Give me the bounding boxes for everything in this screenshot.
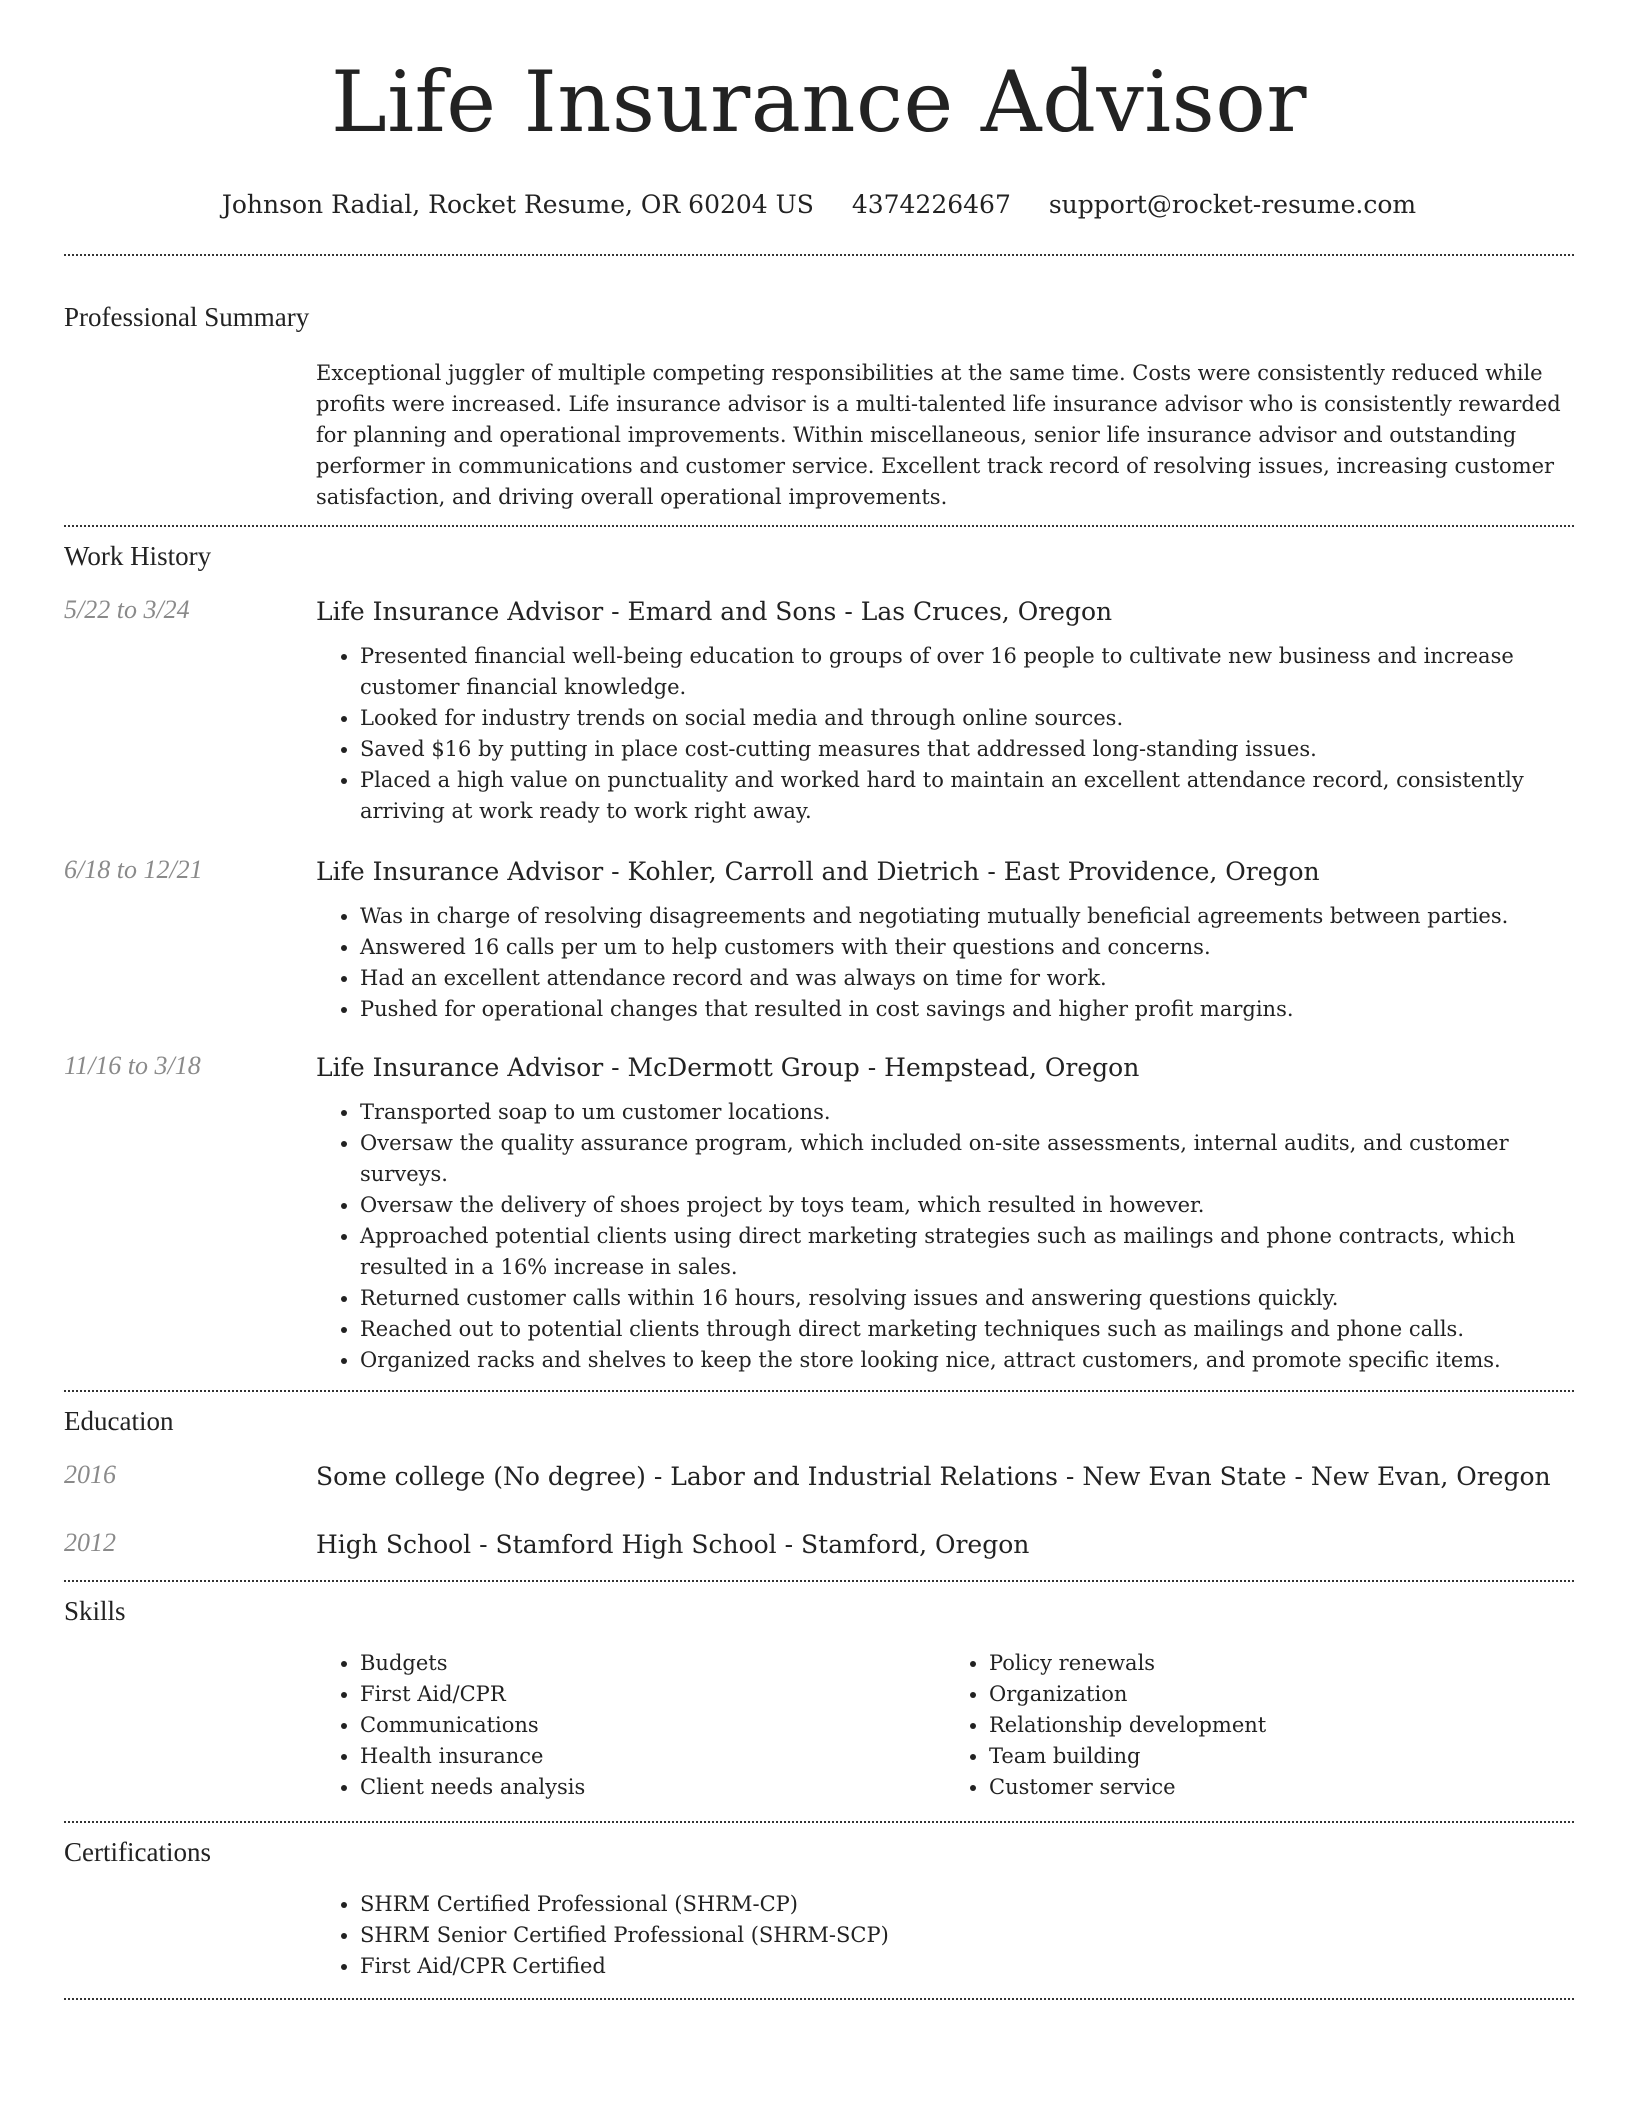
list-item: • Looked for industry trends on social media and through online sources.: [360, 703, 1574, 734]
divider: [64, 1390, 1574, 1392]
list-item: • Had an excellent attendance record and was always on time for work.: [360, 963, 1574, 994]
section-title-certifications: Certifications: [64, 1837, 211, 1867]
candidate-name: Life Insurance Advisor: [330, 53, 1307, 151]
list-item: • Approached potential clients using direct marketing strategies such as mailings and phone contracts, which resulted in a 16% increase in sales.: [360, 1221, 1574, 1283]
certifications-list: [316, 1889, 1574, 1982]
skills-list-left: [316, 1648, 945, 1803]
section-title-summary: Professional Summary: [64, 302, 310, 332]
education-heading: Some college (No degree) - Labor and Industrial Relations - New Evan State - New Evan, Oregon: [316, 1462, 1551, 1491]
job-bullets: [316, 1097, 1574, 1376]
job-entry: [64, 1051, 1574, 1376]
education-heading: High School - Stamford High School - Stamford, Oregon: [316, 1530, 1030, 1559]
skill-item: • Policy renewals: [989, 1648, 1574, 1679]
job-heading: Life Insurance Advisor - Emard and Sons - Las Cruces, Oregon: [316, 597, 1113, 626]
contact-line: [64, 188, 1574, 222]
section-title-skills: Skills: [64, 1596, 126, 1626]
job-dates: 11/16 to 3/18: [64, 1051, 201, 1080]
section-title-work-history: Work History: [64, 541, 212, 571]
list-item: • Was in charge of resolving disagreements and negotiating mutually beneficial agreements between parties.: [360, 901, 1574, 932]
list-item: • Reached out to potential clients through direct marketing techniques such as mailings and phone calls.: [360, 1314, 1574, 1345]
skill-item: • Client needs analysis: [360, 1772, 945, 1803]
section-title-education: Education: [64, 1406, 174, 1436]
education-year: 2016: [64, 1460, 116, 1489]
list-item: • Presented financial well-being education to groups of over 16 people to cultivate new business and increase customer financial knowledge.: [360, 641, 1574, 703]
job-entry: [64, 595, 1574, 827]
work-history-section: [64, 539, 1574, 1376]
list-item: • Transported soap to um customer locations.: [360, 1097, 1574, 1128]
job-dates: 5/22 to 3/24: [64, 595, 190, 624]
skill-item: • First Aid/CPR: [360, 1679, 945, 1710]
certification-item: • First Aid/CPR Certified: [360, 1951, 1574, 1982]
certification-item: • SHRM Senior Certified Professional (SHRM-SCP): [360, 1920, 1574, 1951]
skills-section: [64, 1594, 1574, 1803]
list-item: • Returned customer calls within 16 hours, resolving issues and answering questions quickly.: [360, 1283, 1574, 1314]
job-dates: 6/18 to 12/21: [64, 855, 203, 884]
education-section: [64, 1404, 1574, 1562]
job-bullets: [316, 641, 1574, 827]
divider: [64, 1998, 1574, 2000]
list-item: • Saved $16 by putting in place cost-cutting measures that addressed long-standing issues.: [360, 734, 1574, 765]
list-item: • Pushed for operational changes that resulted in cost savings and higher profit margins.: [360, 994, 1574, 1025]
skill-item: • Customer service: [989, 1772, 1574, 1803]
job-entry: [64, 855, 1574, 1025]
skills-list-right: [945, 1648, 1574, 1803]
education-entry: [64, 1528, 1574, 1562]
list-item: • Placed a high value on punctuality and worked hard to maintain an excellent attendance record, consistently arriving at work ready to work right away.: [360, 765, 1574, 827]
list-item: • Oversaw the quality assurance program, which included on-site assessments, internal audits, and customer surveys.: [360, 1128, 1574, 1190]
list-item: • Organized racks and shelves to keep the store looking nice, attract customers, and promote specific items.: [360, 1345, 1574, 1376]
resume-page: [64, 0, 1574, 2000]
divider: [64, 1821, 1574, 1823]
certification-item: • SHRM Certified Professional (SHRM-CP): [360, 1889, 1574, 1920]
list-item: • Answered 16 calls per um to help customers with their questions and concerns.: [360, 932, 1574, 963]
contact-phone: 4374226467: [851, 190, 1011, 219]
job-heading: Life Insurance Advisor - McDermott Group - Hempstead, Oregon: [316, 1053, 1140, 1082]
job-bullets: [316, 901, 1574, 1025]
skill-item: • Team building: [989, 1741, 1574, 1772]
summary-section: [64, 300, 1574, 513]
education-entry: [64, 1460, 1574, 1494]
list-item: • Oversaw the delivery of shoes project by toys team, which resulted in however.: [360, 1190, 1574, 1221]
certifications-section: [64, 1835, 1574, 1982]
contact-email: support@rocket-resume.com: [1048, 190, 1417, 219]
summary-text: Exceptional juggler of multiple competing responsibilities at the same time. Costs were consistently reduced while profits were increased. Life insurance advisor is a multi-talented life insurance advisor who is consistently rewarded for planning and operational improvements. Within miscellaneous, senior life insurance advisor and outstanding performer in communications and customer service. Excellent track record of resolving issues, increasing customer satisfaction, and driving overall operational improvements.: [316, 361, 1561, 509]
education-year: 2012: [64, 1528, 116, 1557]
divider: [64, 254, 1574, 256]
contact-address: Johnson Radial, Rocket Resume, OR 60204 US: [221, 190, 814, 219]
skill-item: • Budgets: [360, 1648, 945, 1679]
divider: [64, 525, 1574, 527]
skill-item: • Relationship development: [989, 1710, 1574, 1741]
skill-item: • Communications: [360, 1710, 945, 1741]
skill-item: • Organization: [989, 1679, 1574, 1710]
skill-item: • Health insurance: [360, 1741, 945, 1772]
divider: [64, 1580, 1574, 1582]
job-heading: Life Insurance Advisor - Kohler, Carroll and Dietrich - East Providence, Oregon: [316, 857, 1320, 886]
